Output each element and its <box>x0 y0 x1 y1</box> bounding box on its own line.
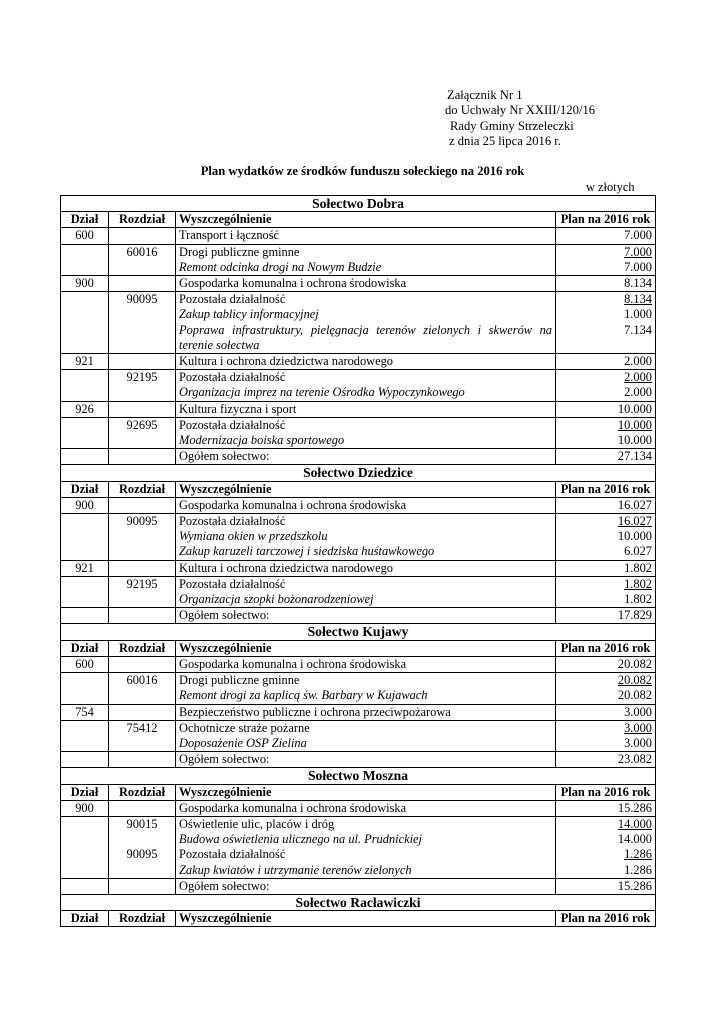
col-header-plan: Plan na 2016 rok <box>556 784 656 800</box>
task-description: Zakup tablicy informacyjnej <box>179 307 319 322</box>
section-title-row <box>61 465 656 481</box>
rozdzial-name: Ochotnicze straże pożarne <box>179 720 310 735</box>
col-header-rozdzial: Rozdział <box>109 212 176 228</box>
task-description: Poprawa infrastruktury, pielęgnacja terenów zielonych i skwerów na terenie sołectwa <box>179 322 552 352</box>
attachment-header <box>447 88 595 150</box>
dzial-rozdzial-empty <box>109 497 176 513</box>
rozdzial-name: Pozostała działalność <box>179 417 286 432</box>
task-description: Wymiana okien w przedszkolu <box>179 529 328 544</box>
dzial-description: Kultura i ochrona dziedzictwa narodowego <box>176 354 556 370</box>
task-description: Organizacja imprez na terenie Ośrodka Wypoczynkowego <box>179 385 465 400</box>
rozdzial-plan <box>556 244 656 275</box>
col-header-rozdzial: Rozdział <box>109 784 176 800</box>
dzial-code: 921 <box>61 560 109 576</box>
rozdzial-row <box>61 816 656 878</box>
rozdzial-dzial-empty <box>61 370 109 401</box>
task-plan: 10.000 <box>617 529 652 544</box>
total-value: 15.286 <box>556 878 656 894</box>
dzial-code: 754 <box>61 704 109 720</box>
total-empty-rozdzial <box>109 449 176 465</box>
rozdzial-plan-value: 16.027 <box>617 514 652 529</box>
total-label: Ogółem sołectwo: <box>176 752 556 768</box>
rozdzial-plan-value: 20.082 <box>617 673 652 688</box>
task-plan: 3.000 <box>624 735 652 750</box>
col-header-rozdzial: Rozdział <box>109 911 176 927</box>
dzial-plan: 8.134 <box>556 276 656 292</box>
task-plan: 2.000 <box>624 385 652 400</box>
col-header-opis: Wyszczególnienie <box>176 784 556 800</box>
rozdzial-description <box>176 370 556 401</box>
dzial-plan: 20.082 <box>556 656 656 672</box>
dzial-plan: 16.027 <box>556 497 656 513</box>
rozdzial-plan <box>556 514 656 561</box>
fund-table <box>60 195 656 927</box>
rozdzial-plan-value: 7.000 <box>624 244 652 259</box>
dzial-plan: 15.286 <box>556 800 656 816</box>
dzial-code: 600 <box>61 228 109 244</box>
total-row <box>61 752 656 768</box>
total-row <box>61 608 656 624</box>
col-header-plan: Plan na 2016 rok <box>556 212 656 228</box>
rozdzial-code: 90095 <box>109 292 176 354</box>
total-empty-dzial <box>61 878 109 894</box>
dzial-description: Gospodarka komunalna i ochrona środowiska <box>176 497 556 513</box>
rozdzial-code: 60016 <box>109 673 176 704</box>
dzial-row <box>61 800 656 816</box>
resolution-line: do Uchwały Nr XXIII/120/16 <box>445 103 596 118</box>
rozdzial-row <box>61 292 656 354</box>
dzial-description: Bezpieczeństwo publiczne i ochrona przeciwpożarowa <box>176 704 556 720</box>
section-title-row <box>61 894 656 910</box>
total-empty-rozdzial <box>109 608 176 624</box>
rozdzial-plan-value: 2.000 <box>624 370 652 385</box>
rozdzial-plan-value: 1.802 <box>624 576 652 591</box>
section-title: Sołectwo Dziedzice <box>61 465 656 481</box>
task-description: Zakup karuzeli tarczowej i siedziska huśtawkowego <box>179 544 435 559</box>
rozdzial-code-spacer <box>112 832 172 847</box>
rozdzial-code-spacer <box>112 863 172 878</box>
rozdzial-row <box>61 720 656 751</box>
task-plan: 10.000 <box>617 433 652 448</box>
task-plan: 14.000 <box>617 832 652 847</box>
task-plan: 1.286 <box>624 862 652 877</box>
col-header-dzial: Dział <box>61 784 109 800</box>
dzial-plan: 7.000 <box>556 228 656 244</box>
total-label: Ogółem sołectwo: <box>176 449 556 465</box>
dzial-row <box>61 354 656 370</box>
total-empty-rozdzial <box>109 878 176 894</box>
rozdzial-description <box>176 816 556 878</box>
dzial-rozdzial-empty <box>109 656 176 672</box>
rozdzial-code: 92195 <box>109 576 176 607</box>
rozdzial-row <box>61 244 656 275</box>
dzial-plan: 2.000 <box>556 354 656 370</box>
section-title: Sołectwo Moszna <box>61 768 656 784</box>
rozdzial-row <box>61 673 656 704</box>
task-description: Zakup kwiatów i utrzymanie terenów zielonych <box>179 862 412 877</box>
dzial-plan: 3.000 <box>556 704 656 720</box>
dzial-rozdzial-empty <box>109 354 176 370</box>
dzial-description: Transport i łączność <box>176 228 556 244</box>
task-plan: 6.027 <box>624 544 652 559</box>
col-header-rozdzial: Rozdział <box>109 640 176 656</box>
rozdzial-dzial-empty <box>61 816 109 878</box>
dzial-code: 926 <box>61 401 109 417</box>
task-description: Modernizacja boiska sportowego <box>179 433 345 448</box>
dzial-code: 900 <box>61 276 109 292</box>
total-row <box>61 878 656 894</box>
rozdzial-plan-value: 10.000 <box>617 417 652 432</box>
rozdzial-description <box>176 720 556 751</box>
task-description: Remont drogi za kaplicą św. Barbary w Kujawach <box>179 688 428 703</box>
council-line: Rady Gminy Strzeleczki <box>450 118 574 133</box>
column-header-row <box>61 911 656 927</box>
currency-note: w złotych <box>586 180 635 194</box>
column-header-row <box>61 212 656 228</box>
total-row <box>61 449 656 465</box>
rozdzial-name: Drogi publiczne gminne <box>179 244 300 259</box>
dzial-rozdzial-empty <box>109 560 176 576</box>
column-header-row <box>61 784 656 800</box>
dzial-code: 921 <box>61 354 109 370</box>
section-title: Sołectwo Racławiczki <box>61 894 656 910</box>
dzial-row <box>61 276 656 292</box>
rozdzial-description <box>176 244 556 275</box>
total-value: 23.082 <box>556 752 656 768</box>
section-title-row <box>61 624 656 640</box>
rozdzial-row <box>61 370 656 401</box>
rozdzial-dzial-empty <box>61 514 109 561</box>
dzial-row <box>61 228 656 244</box>
col-header-rozdzial: Rozdział <box>109 481 176 497</box>
total-empty-dzial <box>61 449 109 465</box>
page-title: Plan wydatków ze środków funduszu sołeckiego na 2016 rok <box>200 164 525 178</box>
rozdzial-description <box>176 576 556 607</box>
dzial-description: Gospodarka komunalna i ochrona środowiska <box>176 656 556 672</box>
col-header-dzial: Dział <box>61 212 109 228</box>
rozdzial-plan <box>556 720 656 751</box>
total-label: Ogółem sołectwo: <box>176 608 556 624</box>
dzial-description: Gospodarka komunalna i ochrona środowiska <box>176 800 556 816</box>
dzial-row <box>61 704 656 720</box>
col-header-plan: Plan na 2016 rok <box>556 640 656 656</box>
col-header-plan: Plan na 2016 rok <box>556 911 656 927</box>
task-plan: 1.802 <box>624 592 652 607</box>
rozdzial-code: 60016 <box>109 244 176 275</box>
rozdzial-plan <box>556 292 656 354</box>
section-title: Sołectwo Kujawy <box>61 624 656 640</box>
dzial-code: 900 <box>61 497 109 513</box>
rozdzial-dzial-empty <box>61 244 109 275</box>
dzial-rozdzial-empty <box>109 228 176 244</box>
rozdzial-name: Drogi publiczne gminne <box>179 673 300 688</box>
total-empty-dzial <box>61 752 109 768</box>
task-plan: 7.000 <box>624 259 652 274</box>
rozdzial-code: 75412 <box>109 720 176 751</box>
rozdzial-dzial-empty <box>61 720 109 751</box>
dzial-description: Gospodarka komunalna i ochrona środowiska <box>176 276 556 292</box>
rozdzial-dzial-empty <box>61 292 109 354</box>
dzial-code: 600 <box>61 656 109 672</box>
rozdzial-plan <box>556 673 656 704</box>
column-header-row <box>61 640 656 656</box>
rozdzial-plan-value: 8.134 <box>624 292 652 307</box>
dzial-rozdzial-empty <box>109 800 176 816</box>
dzial-plan: 10.000 <box>556 401 656 417</box>
rozdzial-name: Pozostała działalność <box>179 370 286 385</box>
total-empty-rozdzial <box>109 752 176 768</box>
dzial-rozdzial-empty <box>109 276 176 292</box>
dzial-row <box>61 497 656 513</box>
task-plan: 7.134 <box>624 322 652 337</box>
task-plan: 20.082 <box>617 688 652 703</box>
rozdzial-plan-value: 1.286 <box>624 847 652 862</box>
rozdzial-code: 90095 <box>126 847 158 862</box>
col-header-dzial: Dział <box>61 481 109 497</box>
total-value: 17.829 <box>556 608 656 624</box>
rozdzial-dzial-empty <box>61 576 109 607</box>
total-empty-dzial <box>61 608 109 624</box>
fund-table-body <box>61 196 656 927</box>
total-label: Ogółem sołectwo: <box>176 878 556 894</box>
task-description: Remont odcinka drogi na Nowym Budzie <box>179 259 382 274</box>
rozdzial-row <box>61 417 656 448</box>
section-title-row <box>61 196 656 212</box>
rozdzial-dzial-empty <box>61 673 109 704</box>
col-header-opis: Wyszczególnienie <box>176 481 556 497</box>
dzial-description: Kultura fizyczna i sport <box>176 401 556 417</box>
col-header-dzial: Dział <box>61 640 109 656</box>
dzial-row <box>61 401 656 417</box>
rozdzial-name: Pozostała działalność <box>179 847 286 862</box>
dzial-rozdzial-empty <box>109 401 176 417</box>
rozdzial-name: Pozostała działalność <box>179 576 286 591</box>
rozdzial-codes <box>109 816 176 878</box>
rozdzial-name: Oświetlenie ulic, placów i dróg <box>179 816 335 831</box>
dzial-code: 900 <box>61 800 109 816</box>
rozdzial-plan <box>556 816 656 878</box>
rozdzial-code: 90095 <box>109 514 176 561</box>
rozdzial-description <box>176 673 556 704</box>
rozdzial-description <box>176 417 556 448</box>
rozdzial-plan-value: 14.000 <box>617 816 652 831</box>
total-value: 27.134 <box>556 449 656 465</box>
col-header-plan: Plan na 2016 rok <box>556 481 656 497</box>
rozdzial-dzial-empty <box>61 417 109 448</box>
attachment-line: Załącznik Nr 1 <box>447 88 523 102</box>
dzial-row <box>61 656 656 672</box>
rozdzial-description <box>176 514 556 561</box>
rozdzial-plan <box>556 370 656 401</box>
col-header-opis: Wyszczególnienie <box>176 911 556 927</box>
rozdzial-plan-value: 3.000 <box>624 720 652 735</box>
rozdzial-code: 90015 <box>126 816 158 831</box>
task-description: Budowa oświetlenia ulicznego na ul. Prudnickiej <box>179 832 422 847</box>
section-title: Sołectwo Dobra <box>61 196 656 212</box>
col-header-opis: Wyszczególnienie <box>176 212 556 228</box>
section-title-row <box>61 768 656 784</box>
rozdzial-description <box>176 292 556 354</box>
rozdzial-code: 92695 <box>109 417 176 448</box>
rozdzial-name: Pozostała działalność <box>179 292 286 307</box>
rozdzial-name: Pozostała działalność <box>179 514 286 529</box>
dzial-rozdzial-empty <box>109 704 176 720</box>
task-description: Doposażenie OSP Zielina <box>179 735 307 750</box>
rozdzial-row <box>61 514 656 561</box>
rozdzial-code: 92195 <box>109 370 176 401</box>
col-header-dzial: Dział <box>61 911 109 927</box>
task-plan: 1.000 <box>624 307 652 322</box>
dzial-plan: 1.802 <box>556 560 656 576</box>
rozdzial-row <box>61 576 656 607</box>
col-header-opis: Wyszczególnienie <box>176 640 556 656</box>
dzial-description: Kultura i ochrona dziedzictwa narodowego <box>176 560 556 576</box>
date-line: z dnia 25 lipca 2016 r. <box>449 134 561 149</box>
dzial-row <box>61 560 656 576</box>
rozdzial-plan <box>556 417 656 448</box>
column-header-row <box>61 481 656 497</box>
rozdzial-plan <box>556 576 656 607</box>
task-description: Organizacja szopki bożonarodzeniowej <box>179 592 374 607</box>
